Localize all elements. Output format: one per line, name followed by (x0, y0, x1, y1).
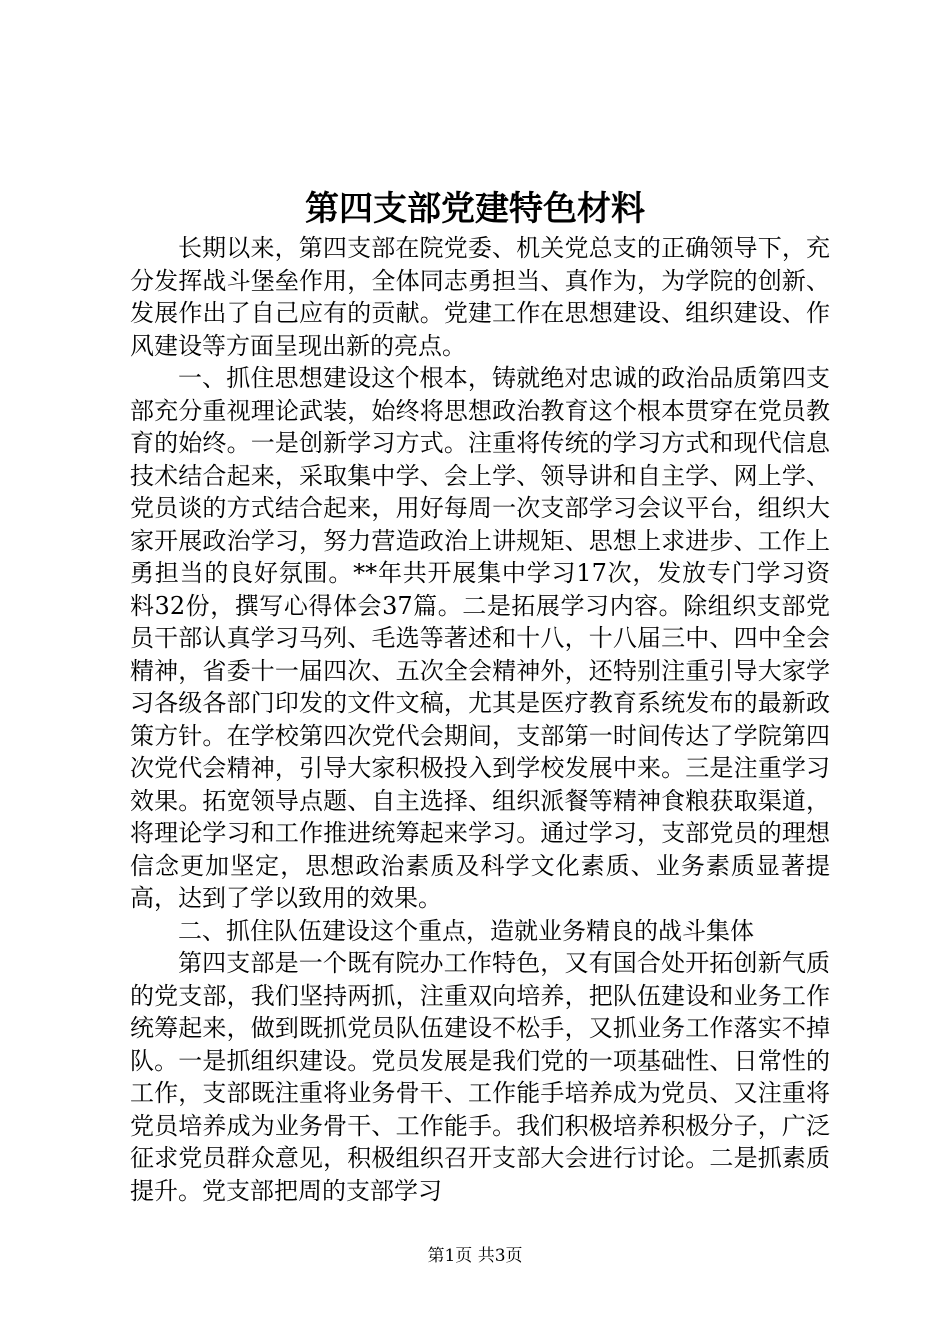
section-one-paragraph: 一、抓住思想建设这个根本，铸就绝对忠诚的政治品质第四支部充分重视理论武装，始终将思想政治教育这个根本贯穿在党员教育的始终。一是创新学习方式。注重将传统的学习方式和现代信息技术结合起来，采取集中学、会上学、领导讲和自主学、网上学、党员谈的方式结合起来，用好每周一次支部学习会议平台，组织大家开展政治学习，努力营造政治上讲规矩、思想上求进步、工作上勇担当的良好氛围。**年共开展集中学习17次，发放专门学习资料32份，撰写心得体会37篇。二是拓展学习内容。除组织支部党员干部认真学习马列、毛选等著述和十八，十八届三中、四中全会精神，省委十一届四次、五次全会精神外，还特别注重引导大家学习各级各部门印发的文件文稿，尤其是医疗教育系统发布的最新政策方针。在学校第四次党代会期间，支部第一时间传达了学院第四次党代会精神，引导大家积极投入到学校发展中来。三是注重学习效果。拓宽领导点题、自主选择、组织派餐等精神食粮获取渠道，将理论学习和工作推进统筹起来学习。通过学习，支部党员的理想信念更加坚定，思想政治素质及科学文化素质、业务素质显著提高，达到了学以致用的效果。 (130, 364, 830, 912)
page-footer: 第1页 共3页 (427, 1246, 523, 1266)
document-title: 第四支部党建特色材料 (305, 189, 645, 229)
section-two-heading: 二、抓住队伍建设这个重点，造就业务精良的战斗集体 (178, 916, 754, 945)
document-body (130, 232, 830, 1207)
section-two-paragraph: 第四支部是一个既有院办工作特色，又有国合处开拓创新气质的党支部，我们坚持两抓，注重双向培养，把队伍建设和业务工作统筹起来，做到既抓党员队伍建设不松手，又抓业务工作落实不掉队。一是抓组织建设。党员发展是我们党的一项基础性、日常性的工作，支部既注重将业务骨干、工作能手培养成为党员、又注重将党员培养成为业务骨干、工作能手。我们积极培养积极分子，广泛征求党员群众意见，积极组织召开支部大会进行讨论。二是抓素质提升。党支部把周的支部学习 (130, 949, 830, 1205)
intro-paragraph: 长期以来，第四支部在院党委、机关党总支的正确领导下，充分发挥战斗堡垒作用，全体同志勇担当、真作为，为学院的创新、发展作出了自己应有的贡献。党建工作在思想建设、组织建设、作风建设等方面呈现出新的亮点。 (130, 234, 830, 360)
